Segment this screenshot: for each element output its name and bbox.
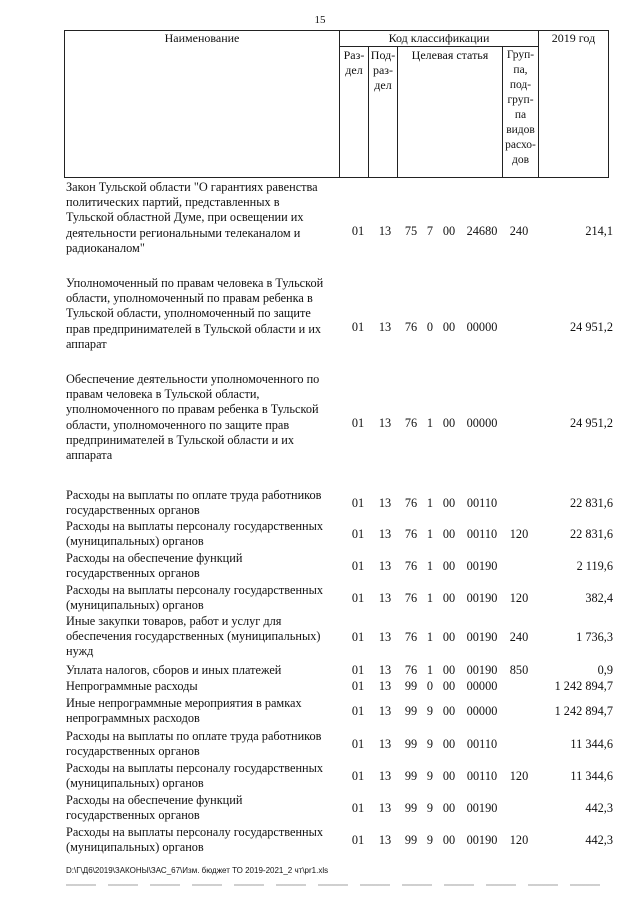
- code-t3: 00: [442, 679, 456, 693]
- row-amount: 2 119,6: [576, 559, 613, 574]
- code-t1: 99: [404, 704, 418, 719]
- code-vr: 240: [509, 629, 529, 644]
- code-t4: 00000: [466, 704, 498, 719]
- code-t3: 00: [442, 591, 456, 606]
- row-name: Закон Тульской области "О гарантиях равенства политических партий, представленных в Тульской областной Думе, при освещении их деятельности региональными телеканалом и радиоканалом": [66, 180, 318, 255]
- code-t2: 9: [426, 737, 434, 752]
- code-t4: 00190: [466, 559, 498, 574]
- code-t4: 24680: [466, 224, 498, 239]
- code-t3: 00: [442, 559, 456, 574]
- file-path-footer: D:\Г\Д6\2019\ЗАКОНЫ\ЗАС_67\Изм. бюджет ТО 2019-2021_2 чт\pr1.xls: [66, 866, 329, 875]
- code-pr: 13: [378, 629, 392, 644]
- header-target: Целевая статья: [411, 48, 489, 62]
- row-name: Расходы на выплаты персоналу государственных (муниципальных) органов: [66, 825, 324, 855]
- row-name: Уполномоченный по правам человека в Тульской области, уполномоченный по правам ребенка в Тульской области, уполномоченный по защите прав предпринимателей в Тульской области и их аппарат: [66, 276, 324, 351]
- code-t1: 76: [404, 527, 418, 542]
- row-name: Расходы на выплаты персоналу государственных (муниципальных) органов: [66, 583, 324, 613]
- code-t2: 1: [426, 591, 434, 606]
- row-amount: 11 344,6: [570, 737, 613, 752]
- code-t2: 1: [426, 416, 434, 431]
- code-vr: 120: [509, 527, 529, 542]
- code-pr: 13: [378, 527, 392, 542]
- header-section: Раз- дел: [343, 48, 365, 77]
- row-name: Иные закупки товаров, работ и услуг для обеспечения государственных (муниципальных) нужд: [66, 614, 321, 659]
- code-t2: 1: [426, 663, 434, 677]
- code-t1: 76: [404, 416, 418, 431]
- divider-code-group: [339, 46, 539, 47]
- code-rz: 01: [351, 663, 365, 677]
- code-t3: 00: [442, 737, 456, 752]
- row-name: Обеспечение деятельности уполномоченного по правам человека в Тульской области, уполномоченного по правам ребенка в Тульской области, уполномоченного по защите прав предпринимателей в Тульской области и их аппарата: [66, 372, 320, 463]
- row-amount: 382,4: [585, 591, 613, 606]
- code-t1: 99: [404, 737, 418, 752]
- code-t4: 00190: [466, 629, 498, 644]
- row-amount: 0,9: [597, 663, 613, 677]
- row-amount: 22 831,6: [569, 496, 613, 511]
- row-amount: 1 242 894,7: [554, 679, 613, 693]
- code-t1: 99: [404, 801, 418, 816]
- code-rz: 01: [351, 704, 365, 719]
- code-vr: 120: [509, 769, 529, 784]
- code-t2: 1: [426, 629, 434, 644]
- row-name: Непрограммные расходы: [66, 679, 198, 693]
- header-subsection: Под- раз- дел: [370, 48, 396, 92]
- code-t2: 0: [426, 679, 434, 693]
- code-t4: 00110: [466, 496, 498, 511]
- code-t3: 00: [442, 224, 456, 239]
- code-t4: 00190: [466, 591, 498, 606]
- code-t4: 00190: [466, 663, 498, 677]
- row-name: Расходы на выплаты по оплате труда работников государственных органов: [66, 729, 322, 759]
- row-name: Расходы на выплаты персоналу государственных (муниципальных) органов: [66, 761, 324, 791]
- code-t4: 00110: [466, 527, 498, 542]
- code-t2: 9: [426, 801, 434, 816]
- code-t2: 0: [426, 320, 434, 335]
- code-pr: 13: [378, 591, 392, 606]
- row-name: Уплата налогов, сборов и иных платежей: [66, 663, 282, 677]
- row-amount: 24 951,2: [569, 416, 613, 431]
- code-rz: 01: [351, 224, 365, 239]
- code-t3: 00: [442, 320, 456, 335]
- row-amount: 1 736,3: [576, 629, 613, 644]
- code-vr: 240: [509, 224, 529, 239]
- row-amount: 11 344,6: [570, 769, 613, 784]
- code-pr: 13: [378, 737, 392, 752]
- row-amount: 22 831,6: [569, 527, 613, 542]
- code-vr: 120: [509, 833, 529, 848]
- code-t4: 00110: [466, 769, 498, 784]
- scan-artifact-strip: [66, 884, 606, 886]
- header-group: Груп- па, под- груп- па видов расхо- дов: [505, 49, 536, 166]
- code-t2: 7: [426, 224, 434, 239]
- code-t1: 99: [404, 833, 418, 848]
- code-rz: 01: [351, 801, 365, 816]
- code-t2: 9: [426, 833, 434, 848]
- code-t3: 00: [442, 527, 456, 542]
- code-pr: 13: [378, 833, 392, 848]
- code-pr: 13: [378, 416, 392, 431]
- row-name: Расходы на обеспечение функций государственных органов: [66, 793, 243, 823]
- code-pr: 13: [378, 679, 392, 693]
- row-amount: 24 951,2: [569, 320, 613, 335]
- code-t1: 75: [404, 224, 418, 239]
- code-rz: 01: [351, 496, 365, 511]
- code-rz: 01: [351, 320, 365, 335]
- row-name: Расходы на обеспечение функций государственных органов: [66, 551, 243, 581]
- row-amount: 214,1: [585, 224, 613, 239]
- code-rz: 01: [351, 559, 365, 574]
- code-pr: 13: [378, 559, 392, 574]
- code-t1: 76: [404, 559, 418, 574]
- header-code-group: Код классификации: [388, 31, 490, 45]
- code-rz: 01: [351, 737, 365, 752]
- code-t3: 00: [442, 416, 456, 431]
- code-t3: 00: [442, 801, 456, 816]
- code-t1: 99: [404, 679, 418, 693]
- code-t1: 76: [404, 663, 418, 677]
- code-t2: 9: [426, 769, 434, 784]
- code-pr: 13: [378, 320, 392, 335]
- code-pr: 13: [378, 496, 392, 511]
- page-number: 15: [314, 14, 326, 26]
- code-t3: 00: [442, 663, 456, 677]
- code-t1: 76: [404, 591, 418, 606]
- code-t3: 00: [442, 769, 456, 784]
- row-name: Расходы на выплаты персоналу государственных (муниципальных) органов: [66, 519, 324, 549]
- code-pr: 13: [378, 704, 392, 719]
- row-name: Расходы на выплаты по оплате труда работников государственных органов: [66, 488, 322, 518]
- code-rz: 01: [351, 833, 365, 848]
- code-t4: 00000: [466, 416, 498, 431]
- row-amount: 442,3: [585, 801, 613, 816]
- row-amount: 1 242 894,7: [554, 704, 613, 719]
- code-t4: 00190: [466, 833, 498, 848]
- row-amount: 442,3: [585, 833, 613, 848]
- code-t2: 1: [426, 559, 434, 574]
- code-t4: 00190: [466, 801, 498, 816]
- code-rz: 01: [351, 416, 365, 431]
- code-t4: 00110: [466, 737, 498, 752]
- header-right-border: [608, 30, 609, 178]
- code-rz: 01: [351, 629, 365, 644]
- code-rz: 01: [351, 769, 365, 784]
- code-t4: 00000: [466, 679, 498, 693]
- code-t1: 76: [404, 629, 418, 644]
- header-year: 2019 год: [551, 31, 596, 45]
- code-vr: 850: [509, 663, 529, 677]
- code-t4: 00000: [466, 320, 498, 335]
- code-t2: 9: [426, 704, 434, 719]
- code-t1: 99: [404, 769, 418, 784]
- code-rz: 01: [351, 591, 365, 606]
- code-t2: 1: [426, 527, 434, 542]
- divider-year: [538, 30, 539, 178]
- header-bottom-border: [64, 177, 609, 178]
- code-t3: 00: [442, 704, 456, 719]
- code-t3: 00: [442, 833, 456, 848]
- code-pr: 13: [378, 801, 392, 816]
- code-pr: 13: [378, 769, 392, 784]
- code-rz: 01: [351, 679, 365, 693]
- header-left-border: [64, 30, 65, 178]
- divider-subsection: [397, 46, 398, 178]
- code-t1: 76: [404, 320, 418, 335]
- code-t2: 1: [426, 496, 434, 511]
- code-pr: 13: [378, 663, 392, 677]
- code-t3: 00: [442, 629, 456, 644]
- code-vr: 120: [509, 591, 529, 606]
- code-rz: 01: [351, 527, 365, 542]
- code-t1: 76: [404, 496, 418, 511]
- code-pr: 13: [378, 224, 392, 239]
- header-name: Наименование: [164, 31, 240, 45]
- row-name: Иные непрограммные мероприятия в рамках непрограммных расходов: [66, 696, 302, 726]
- code-t3: 00: [442, 496, 456, 511]
